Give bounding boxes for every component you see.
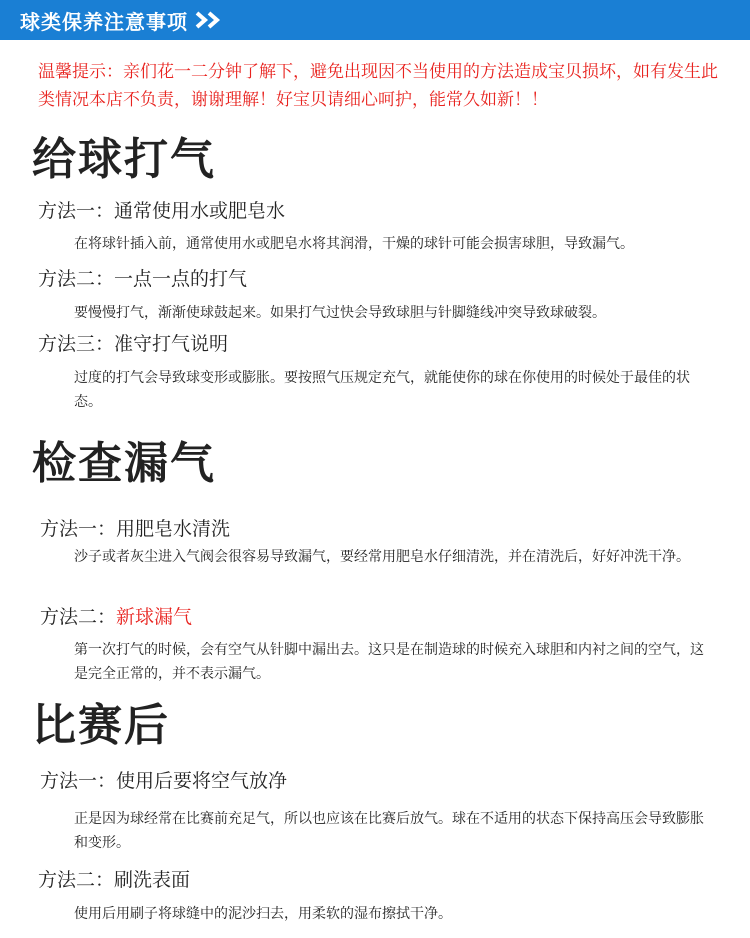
- method-description: 过度的打气会导致球变形或膨胀。要按照气压规定充气，就能使你的球在你使用的时候处于最佳的状态。: [74, 370, 690, 410]
- method-heading: [38, 335, 228, 354]
- method-name: 准守打气说明: [114, 333, 229, 355]
- method-heading: [40, 772, 287, 791]
- method-label: 方法一：: [40, 518, 117, 540]
- method-description: 正是因为球经常在比赛前充足气，所以也应该在比赛后放气。球在不适用的状态下保持高压会导致膨胀和变形。: [74, 811, 704, 851]
- method-description: 要慢慢打气，渐渐使球鼓起来。如果打气过快会导致球胆与针脚缝线冲突导致球破裂。: [74, 305, 606, 321]
- method-heading: [40, 520, 230, 539]
- method-heading: [38, 871, 190, 890]
- section-title-leak-check: 检查漏气: [32, 438, 216, 489]
- method-label: 方法一：: [38, 200, 115, 222]
- method-label: 方法二：: [38, 869, 115, 891]
- method-label: 方法三：: [38, 333, 115, 355]
- method-heading: [38, 270, 247, 289]
- method-name: 新球漏气: [116, 606, 193, 628]
- header-title: 球类保养注意事项: [20, 9, 188, 34]
- section-title-inflate: 给球打气: [32, 134, 216, 185]
- method-name: 通常使用水或肥皂水: [114, 200, 286, 222]
- method-label: 方法二：: [40, 606, 117, 628]
- method-heading: [38, 202, 285, 221]
- method-heading: [40, 608, 192, 627]
- method-description: 在将球针插入前，通常使用水或肥皂水将其润滑，干燥的球针可能会损害球胆，导致漏气。: [74, 236, 634, 252]
- method-name: 一点一点的打气: [114, 268, 248, 290]
- method-name: 刷洗表面: [114, 869, 191, 891]
- method-label: 方法一：: [40, 770, 117, 792]
- method-description: 使用后用刷子将球缝中的泥沙扫去，用柔软的湿布擦拭干净。: [74, 906, 452, 922]
- double-chevron-right-icon: [194, 10, 224, 30]
- method-name: 用肥皂水清洗: [116, 518, 231, 540]
- header-bar: [0, 0, 750, 40]
- method-description: 沙子或者灰尘进入气阀会很容易导致漏气，要经常用肥皂水仔细清洗，并在清洗后，好好冲洗干净。: [74, 549, 690, 565]
- method-label: 方法二：: [38, 268, 115, 290]
- section-title-after-match: 比赛后: [32, 700, 170, 751]
- notice-text: 温馨提示：亲们花一二分钟了解下，避免出现因不当使用的方法造成宝贝损坏，如有发生此类情况本店不负责，谢谢理解！好宝贝请细心呵护，能常久如新！！: [38, 62, 718, 110]
- method-name: 使用后要将空气放净: [116, 770, 288, 792]
- method-description: 第一次打气的时候，会有空气从针脚中漏出去。这只是在制造球的时候充入球胆和内衬之间的空气，这是完全正常的，并不表示漏气。: [74, 642, 704, 682]
